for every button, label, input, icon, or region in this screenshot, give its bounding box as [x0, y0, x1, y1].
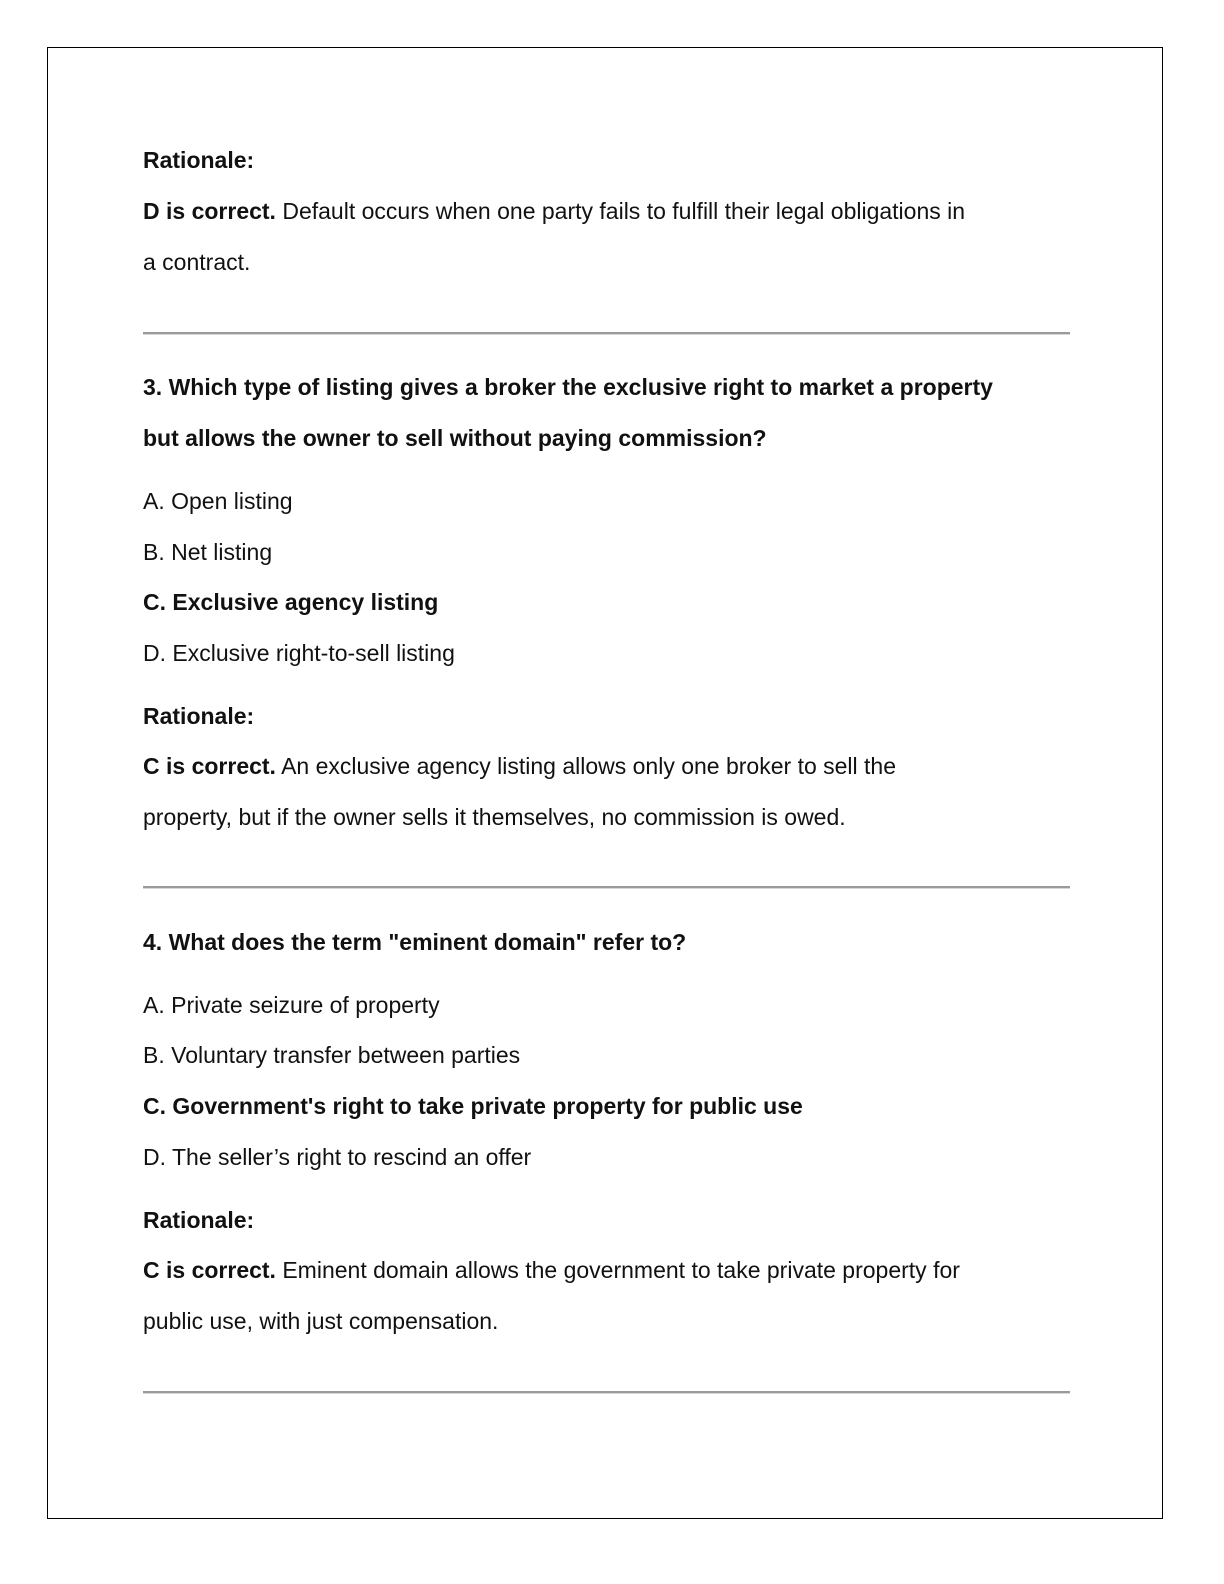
- rationale-body: Default occurs when one party fails to fulfill their legal obligations in: [275, 198, 966, 224]
- rationale-lead: D is correct.: [143, 198, 276, 224]
- rationale-lead: C is correct.: [143, 1257, 276, 1283]
- rationale-text: [143, 196, 965, 226]
- rationale-text: [143, 751, 896, 781]
- question-3-text-continued: but allows the owner to sell without paying commission?: [143, 425, 767, 451]
- question-3-option-b: B. Net listing: [143, 539, 273, 565]
- question-4-option-c-correct: C. Government's right to take private property for public use: [143, 1093, 803, 1119]
- rationale-text: [143, 1255, 960, 1285]
- question-3-option-c-correct: C. Exclusive agency listing: [143, 589, 439, 615]
- question-4-option-a: A. Private seizure of property: [143, 992, 440, 1018]
- question-3-text: 3. Which type of listing gives a broker the exclusive right to market a property: [143, 374, 993, 400]
- question-4-option-d: D. The seller’s right to rescind an offer: [143, 1144, 532, 1170]
- divider: [143, 1391, 1070, 1393]
- question-3-option-a: A. Open listing: [143, 488, 293, 514]
- question-3-option-d: D. Exclusive right-to-sell listing: [143, 640, 455, 666]
- divider: [143, 332, 1070, 334]
- question-4-option-b: B. Voluntary transfer between parties: [143, 1042, 521, 1068]
- rationale-body: Eminent domain allows the government to take private property for: [275, 1257, 960, 1283]
- divider: [143, 886, 1070, 888]
- rationale-body: An exclusive agency listing allows only one broker to sell the: [275, 753, 897, 779]
- rationale-heading: Rationale:: [143, 703, 255, 729]
- rationale-text-continued: public use, with just compensation.: [143, 1308, 499, 1334]
- question-4-text: 4. What does the term "eminent domain" refer to?: [143, 929, 687, 955]
- rationale-lead: C is correct.: [143, 753, 276, 779]
- rationale-heading: Rationale:: [143, 1207, 255, 1233]
- rationale-text-continued: property, but if the owner sells it themselves, no commission is owed.: [143, 804, 846, 830]
- rationale-text-continued: a contract.: [143, 249, 251, 275]
- rationale-heading: Rationale:: [143, 147, 255, 173]
